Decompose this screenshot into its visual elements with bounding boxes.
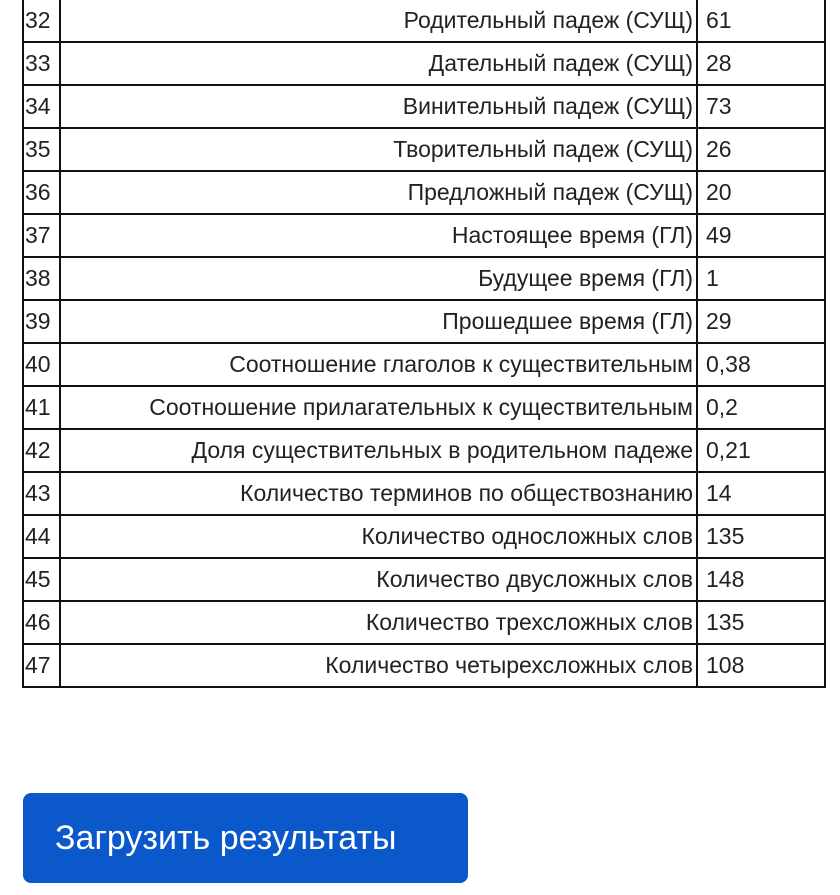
row-number: 35 bbox=[23, 128, 60, 171]
row-number: 44 bbox=[23, 515, 60, 558]
metric-name: Дательный падеж (СУЩ) bbox=[60, 42, 697, 85]
metric-name: Будущее время (ГЛ) bbox=[60, 257, 697, 300]
row-number: 45 bbox=[23, 558, 60, 601]
table-row bbox=[23, 300, 825, 343]
table-row bbox=[23, 601, 825, 644]
table-row bbox=[23, 0, 825, 42]
metric-value: 108 bbox=[697, 644, 825, 687]
metric-name: Количество терминов по обществознанию bbox=[60, 472, 697, 515]
metric-name: Родительный падеж (СУЩ) bbox=[60, 0, 697, 42]
table-row bbox=[23, 429, 825, 472]
metric-name: Соотношение глаголов к существительным bbox=[60, 343, 697, 386]
metric-name: Количество четырехсложных слов bbox=[60, 644, 697, 687]
metric-value: 0,38 bbox=[697, 343, 825, 386]
table-row bbox=[23, 515, 825, 558]
row-number: 43 bbox=[23, 472, 60, 515]
metric-value: 73 bbox=[697, 85, 825, 128]
metric-value: 61 bbox=[697, 0, 825, 42]
metric-value: 135 bbox=[697, 515, 825, 558]
metric-value: 148 bbox=[697, 558, 825, 601]
table-row bbox=[23, 386, 825, 429]
metric-value: 0,21 bbox=[697, 429, 825, 472]
row-number: 41 bbox=[23, 386, 60, 429]
row-number: 40 bbox=[23, 343, 60, 386]
metric-value: 14 bbox=[697, 472, 825, 515]
metric-name: Количество трехсложных слов bbox=[60, 601, 697, 644]
table-row bbox=[23, 472, 825, 515]
table-row bbox=[23, 171, 825, 214]
row-number: 39 bbox=[23, 300, 60, 343]
row-number: 36 bbox=[23, 171, 60, 214]
row-number: 42 bbox=[23, 429, 60, 472]
row-number: 37 bbox=[23, 214, 60, 257]
row-number: 33 bbox=[23, 42, 60, 85]
row-number: 46 bbox=[23, 601, 60, 644]
metric-value: 1 bbox=[697, 257, 825, 300]
row-number: 34 bbox=[23, 85, 60, 128]
row-number: 32 bbox=[23, 0, 60, 42]
metric-value: 26 bbox=[697, 128, 825, 171]
metric-name: Предложный падеж (СУЩ) bbox=[60, 171, 697, 214]
metric-name: Доля существительных в родительном падеже bbox=[60, 429, 697, 472]
metric-value: 135 bbox=[697, 601, 825, 644]
stats-table bbox=[22, 0, 826, 688]
table-row bbox=[23, 214, 825, 257]
metric-value: 29 bbox=[697, 300, 825, 343]
table-row bbox=[23, 42, 825, 85]
table-row bbox=[23, 343, 825, 386]
table-row bbox=[23, 128, 825, 171]
metric-value: 0,2 bbox=[697, 386, 825, 429]
row-number: 38 bbox=[23, 257, 60, 300]
metric-value: 49 bbox=[697, 214, 825, 257]
table-row bbox=[23, 558, 825, 601]
metric-name: Винительный падеж (СУЩ) bbox=[60, 85, 697, 128]
row-number: 47 bbox=[23, 644, 60, 687]
table-row bbox=[23, 644, 825, 687]
table-row bbox=[23, 85, 825, 128]
metric-name: Количество двусложных слов bbox=[60, 558, 697, 601]
metric-value: 28 bbox=[697, 42, 825, 85]
table-row bbox=[23, 257, 825, 300]
metric-value: 20 bbox=[697, 171, 825, 214]
metric-name: Настоящее время (ГЛ) bbox=[60, 214, 697, 257]
metric-name: Прошедшее время (ГЛ) bbox=[60, 300, 697, 343]
metric-name: Творительный падеж (СУЩ) bbox=[60, 128, 697, 171]
metric-name: Соотношение прилагательных к существительным bbox=[60, 386, 697, 429]
metric-name: Количество односложных слов bbox=[60, 515, 697, 558]
upload-results-button[interactable]: Загрузить результаты bbox=[23, 793, 468, 883]
